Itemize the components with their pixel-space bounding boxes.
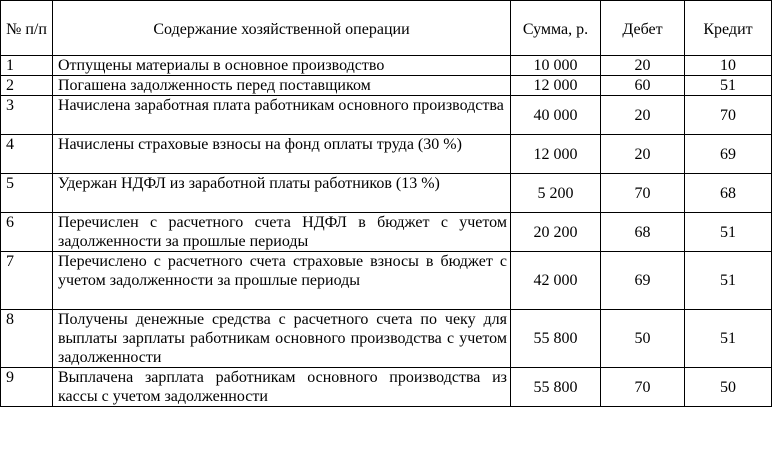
table-row [1, 76, 772, 96]
row-number: 4 [1, 135, 53, 174]
amount: 55 800 [511, 368, 601, 407]
amount: 40 000 [511, 96, 601, 135]
amount: 42 000 [511, 252, 601, 310]
row-number: 9 [1, 368, 53, 407]
table-row [1, 252, 772, 310]
credit-account: 68 [685, 174, 772, 213]
row-number: 7 [1, 252, 53, 310]
debit-account: 60 [601, 76, 685, 96]
header-amount: Сумма, р. [511, 1, 601, 56]
credit-account: 69 [685, 135, 772, 174]
debit-account: 70 [601, 174, 685, 213]
debit-account: 50 [601, 310, 685, 368]
table-body [1, 56, 772, 407]
amount: 20 200 [511, 213, 601, 252]
credit-account: 50 [685, 368, 772, 407]
credit-account: 51 [685, 76, 772, 96]
row-number: 2 [1, 76, 53, 96]
header-operation-description: Содержание хозяйственной операции [53, 1, 511, 56]
operation-description: Погашена задолженность перед поставщиком [53, 76, 511, 96]
debit-account: 20 [601, 135, 685, 174]
operation-description: Начислены страховые взносы на фонд оплаты труда (30 %) [53, 135, 511, 174]
table-row [1, 368, 772, 407]
debit-account: 70 [601, 368, 685, 407]
row-number: 5 [1, 174, 53, 213]
amount: 12 000 [511, 76, 601, 96]
amount: 10 000 [511, 56, 601, 76]
amount: 55 800 [511, 310, 601, 368]
debit-account: 68 [601, 213, 685, 252]
row-number: 1 [1, 56, 53, 76]
table-row [1, 213, 772, 252]
credit-account: 51 [685, 252, 772, 310]
table-row [1, 174, 772, 213]
credit-account: 51 [685, 213, 772, 252]
header-row-number: № п/п [1, 1, 53, 56]
row-number: 6 [1, 213, 53, 252]
table-row [1, 135, 772, 174]
operation-description: Перечислен с расчетного счета НДФЛ в бюджет с учетом задолженности за прошлые периоды [53, 213, 511, 252]
debit-account: 20 [601, 96, 685, 135]
operation-description: Удержан НДФЛ из заработной платы работников (13 %) [53, 174, 511, 213]
table-row [1, 310, 772, 368]
debit-account: 69 [601, 252, 685, 310]
operation-description: Получены денежные средства с расчетного счета по чеку для выплаты зарплаты работникам основного производства с учетом задолженности [53, 310, 511, 368]
operation-description: Начислена заработная плата работникам основного производства [53, 96, 511, 135]
row-number: 3 [1, 96, 53, 135]
row-number: 8 [1, 310, 53, 368]
header-credit: Кредит [685, 1, 772, 56]
table-header-row [1, 1, 772, 56]
amount: 12 000 [511, 135, 601, 174]
credit-account: 10 [685, 56, 772, 76]
table-row [1, 56, 772, 76]
credit-account: 51 [685, 310, 772, 368]
header-debit: Дебет [601, 1, 685, 56]
amount: 5 200 [511, 174, 601, 213]
debit-account: 20 [601, 56, 685, 76]
operation-description: Отпущены материалы в основное производство [53, 56, 511, 76]
operation-description: Выплачена зарплата работникам основного производства из кассы с учетом задолженности [53, 368, 511, 407]
table-row [1, 96, 772, 135]
operation-description: Перечислено с расчетного счета страховые взносы в бюджет с учетом задолженности за прошлые периоды [53, 252, 511, 310]
credit-account: 70 [685, 96, 772, 135]
